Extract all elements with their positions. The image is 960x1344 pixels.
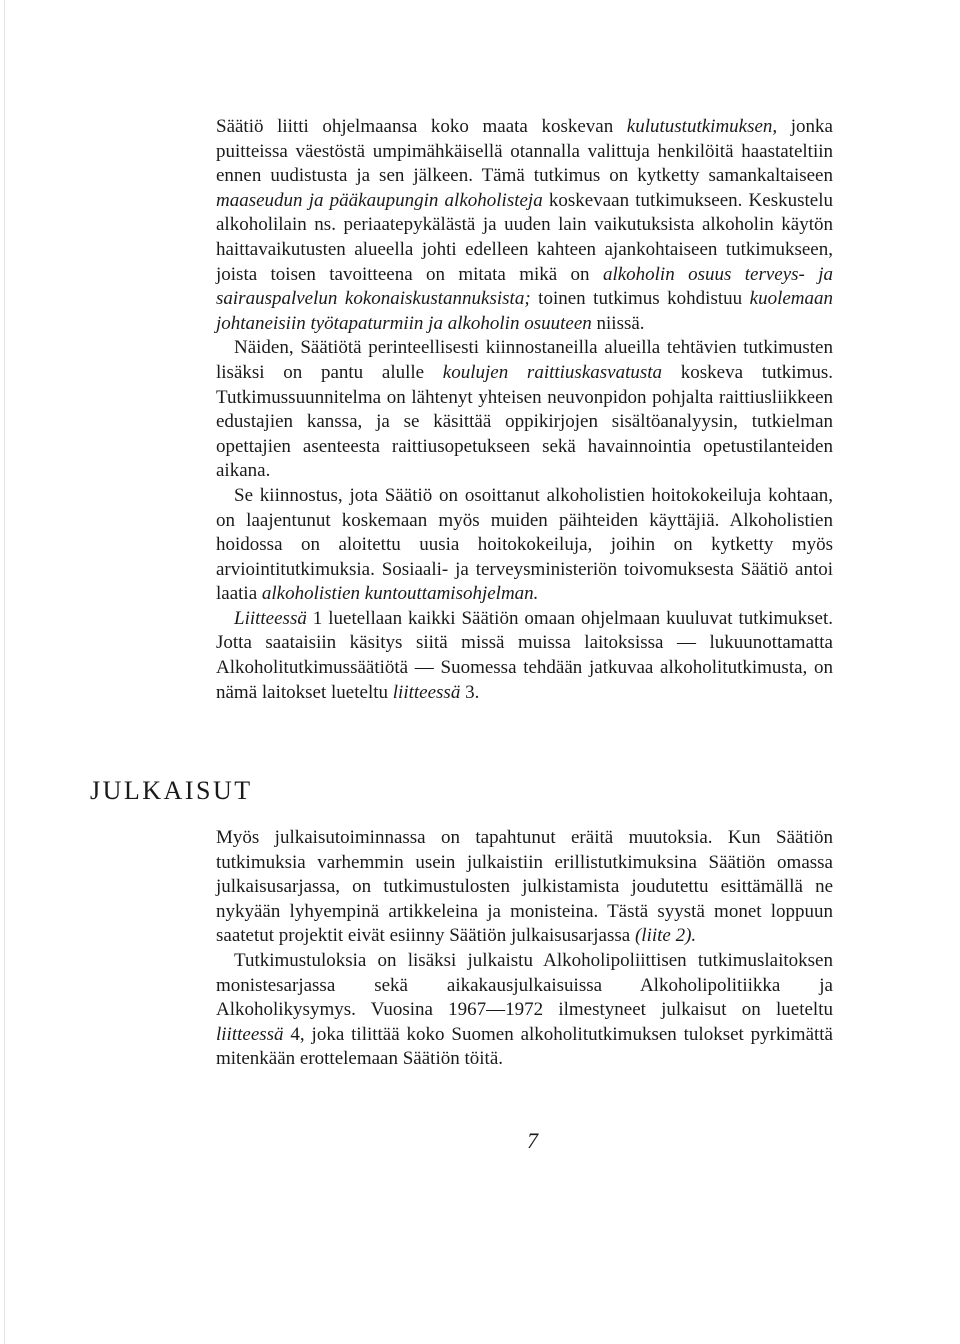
publications-section — [216, 826, 833, 1072]
italic-term: kulutustutkimuksen, — [626, 116, 778, 137]
research-paragraph-1 — [216, 115, 833, 336]
text-run: 4, joka tilittää koko Suomen alkoholitutkimuksen tulokset pyrkimättä mitenkään erottelemaan Säätiön töitä. — [216, 1023, 833, 1070]
italic-term: maaseudun ja pääkaupungin alkoholisteja — [216, 189, 543, 211]
text-run: Tutkimustuloksia on lisäksi julkaistu Alkoholipoliittisen tutkimuslaitoksen monistesarjassa sekä aikakausjulkaisuissa Alkoholipolitiikka ja Alkoholikysymys. Vuosina 1967—1972 ilmestyneet julkaisut on lueteltu — [216, 949, 833, 1021]
publications-paragraph-2 — [216, 949, 833, 1072]
text-run: Myös julkaisutoiminnassa on tapahtunut eräitä muutoksia. Kun Säätiön tutkimuksia varhemmin usein julkaistiin erillistutkimuksina Säätiön omassa julkaisusarjassa, on tutkimustulosten julkistamista joudutettu esittämällä ne nykyään lyhyempinä artikkeleina ja monisteina. Tästä syystä monet loppuun saatetut projektit eivät esiinny Säätiön julkaisusarjassa — [216, 827, 833, 947]
text-run: toinen tutkimus kohdistuu — [530, 288, 750, 310]
research-paragraph-4 — [216, 607, 833, 705]
research-section — [216, 115, 833, 705]
text-run: niissä. — [591, 312, 645, 334]
italic-term: alkoholistien kuntouttamisohjelman. — [261, 583, 539, 605]
italic-term: alkoholin osuus terveys- ja sairauspalvelun kokonaiskustannuksista; — [216, 263, 833, 310]
italic-term: (liite 2). — [634, 925, 697, 947]
italic-term: kuolemaan johtaneisiin työtapaturmiin ja alkoholin osuuteen — [216, 288, 834, 334]
text-run: koskevaan tutkimukseen. Keskustelu alkoholilain ns. periaatepykälästä ja uuden lain vaikutuksista alkoholin käytön haittavaikutusten alueella johti edelleen kahteen ajankohtaiseen tutkimukseen, joista toisen tavoitteena on mitata mikä on — [216, 189, 833, 285]
italic-term: liitteessä — [216, 1023, 284, 1045]
scan-edge-line — [4, 0, 5, 1344]
research-paragraph-3 — [216, 484, 833, 607]
italic-term: koulujen raittiuskasvatusta — [442, 361, 663, 383]
text-run: 3. — [460, 681, 480, 703]
publications-heading: JULKAISUT — [90, 776, 253, 805]
text-run: koskeva tutkimus. Tutkimussuunnitelma on lähtenyt yhteisen neuvonpidon pohjalta raittiusliikkeen edustajien kanssa, ja se käsittää oppikirjojen sisältöanalyysin, tutkielman opettajien asenteesta raittiusopetukseen sekä havainnointia opetustilanteiden aikana. — [216, 361, 833, 482]
text-run: Se kiinnostus, jota Säätiö on osoittanut alkoholistien hoitokokeiluja kohtaan, on laajentunut koskemaan myös muiden päihteiden käyttäjiä. Alkoholistien hoidossa on aloitettu uusia hoitokokeiluja, joihin on kytketty myös arviointitutkimuksia. Sosiaali- ja terveysministeriön toivomuksesta Säätiö antoi laatia — [216, 484, 833, 605]
text-run: 1 luetellaan kaikki Säätiön omaan ohjelmaan kuuluvat tutkimukset. Jotta saataisiin käsitys siitä missä muissa laitoksissa — lukuunottamatta Alkoholitutkimussäätiötä — Suomessa tehdään jatkuvaa alkoholitutkimusta, on nämä laitokset lueteltu — [216, 607, 833, 703]
research-paragraph-2 — [216, 336, 833, 484]
text-run: jonka puitteissa väestöstä umpimähkäisellä otannalla valittuja henkilöitä haastateltiin ennen uudistusta ja sen jälkeen. Tämä tutkimus on kytketty samankaltaiseen — [216, 116, 833, 187]
italic-term: Liitteessä — [234, 607, 307, 629]
italic-term: liitteessä — [392, 681, 461, 703]
text-run: Näiden, Säätiötä perinteellisesti kiinnostaneilla alueilla tehtävien tutkimusten lisäksi on pantu alulle — [216, 337, 833, 383]
text-run: Säätiö liitti ohjelmaansa koko maata koskevan — [216, 116, 627, 137]
publications-paragraph-1 — [216, 826, 833, 949]
page-number: 7 — [527, 1128, 538, 1153]
